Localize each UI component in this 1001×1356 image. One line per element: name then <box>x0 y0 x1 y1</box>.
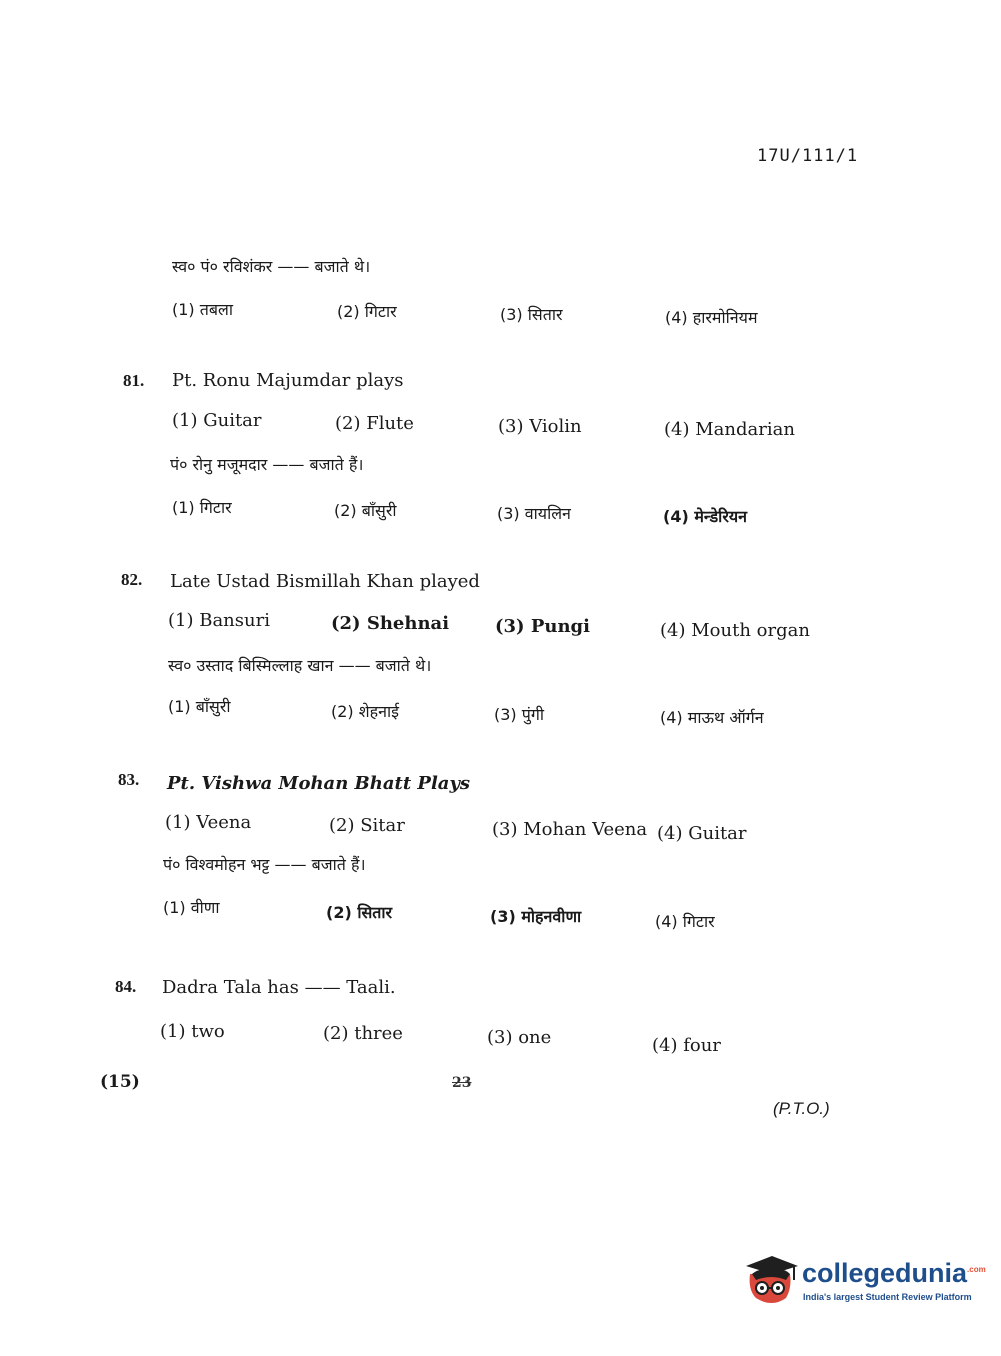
logo-tagline: India's largest Student Review Platform <box>803 1292 972 1302</box>
q81-english-text: Pt. Ronu Majumdar plays <box>172 370 404 391</box>
q80-hindi-option-4: (4) हारमोनियम <box>665 308 758 327</box>
q81-english-option-3: (3) Violin <box>498 416 582 437</box>
q84-english-option-3: (3) one <box>487 1027 552 1048</box>
q83-number: 83. <box>118 770 140 789</box>
page-section-number: (15) <box>100 1072 140 1092</box>
q80-hindi-option-2: (2) गिटार <box>337 302 397 321</box>
q81-hindi-option-3: (3) वायलिन <box>497 504 571 523</box>
q81-hindi-option-1: (1) गिटार <box>172 498 232 517</box>
q82-hindi-option-3: (3) पुंगी <box>494 705 544 724</box>
q83-hindi-option-4: (4) गिटार <box>655 912 715 931</box>
q83-hindi-text: पं० विश्वमोहन भट्ट —— बजाते हैं। <box>163 855 366 874</box>
q80-hindi-option-1: (1) तबला <box>172 300 233 319</box>
q80-hindi-text: स्व० पं० रविशंकर —— बजाते थे। <box>172 257 371 276</box>
q82-hindi-option-1: (1) बाँसुरी <box>168 697 231 716</box>
logo-domain-suffix: .com <box>967 1265 986 1274</box>
q83-english-option-2: (2) Sitar <box>329 815 405 836</box>
q83-hindi-option-1: (1) वीणा <box>163 898 220 917</box>
q82-english-option-2: (2) Shehnai <box>331 613 450 634</box>
q83-english-option-3: (3) Mohan Veena <box>492 819 648 840</box>
q82-english-option-1: (1) Bansuri <box>168 610 270 631</box>
q82-hindi-option-4: (4) माऊथ ऑर्गन <box>660 708 764 727</box>
q81-hindi-option-4: (4) मेन्डेरियन <box>663 507 748 526</box>
q81-english-option-2: (2) Flute <box>335 413 414 434</box>
q81-hindi-text: पं० रोनु मजूमदार —— बजाते हैं। <box>170 455 364 474</box>
please-turn-over: (P.T.O.) <box>773 1099 830 1118</box>
logo-wordmark: collegedunia$^{.com}$ <box>802 1258 986 1288</box>
q80-hindi-option-3: (3) सितार <box>500 305 563 324</box>
q83-english-option-1: (1) Veena <box>165 812 252 833</box>
collegedunia-logo <box>742 1252 986 1312</box>
student-mascot-icon <box>742 1252 798 1310</box>
q81-english-option-4: (4) Mandarian <box>664 419 795 440</box>
q82-english-text: Late Ustad Bismillah Khan played <box>170 571 480 592</box>
q81-english-option-1: (1) Guitar <box>172 410 262 431</box>
q82-number: 82. <box>121 570 143 589</box>
q84-english-option-1: (1) two <box>160 1021 225 1042</box>
q83-english-option-4: (4) Guitar <box>657 823 747 844</box>
q84-english-text: Dadra Tala has —— Taali. <box>162 977 396 998</box>
paper-code: 17U/111/1 <box>757 146 859 166</box>
q82-hindi-option-2: (2) शेहनाई <box>331 702 400 721</box>
q82-hindi-text: स्व० उस्ताद बिस्मिल्लाह खान —— बजाते थे। <box>168 656 432 675</box>
q83-hindi-option-2: (2) सितार <box>326 903 393 922</box>
q82-english-option-3: (3) Pungi <box>495 616 590 637</box>
q82-english-option-4: (4) Mouth organ <box>660 620 810 641</box>
q81-hindi-option-2: (2) बाँसुरी <box>334 501 397 520</box>
page-number: 23 <box>452 1075 472 1091</box>
q83-hindi-option-3: (3) मोहनवीणा <box>490 907 582 926</box>
q83-english-text: Pt. Vishwa Mohan Bhatt Plays <box>167 773 471 794</box>
q84-english-option-2: (2) three <box>323 1023 403 1044</box>
q81-number: 81. <box>123 371 145 390</box>
q84-english-option-4: (4) four <box>652 1035 721 1056</box>
q84-number: 84. <box>115 977 137 996</box>
